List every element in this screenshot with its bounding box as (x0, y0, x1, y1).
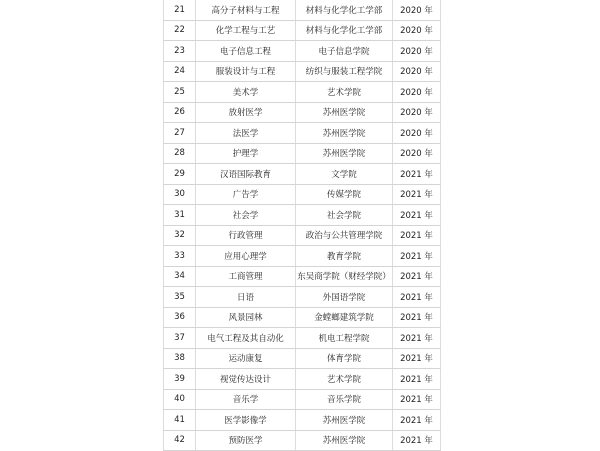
row-number-cell: 25 (164, 82, 196, 103)
table-row (164, 184, 441, 205)
major-cell: 电气工程及其自动化 (196, 328, 296, 349)
table-row (164, 410, 441, 431)
college-cell: 苏州医学院 (296, 123, 393, 144)
year-cell: 2021 年 (393, 389, 441, 410)
table-row (164, 266, 441, 287)
row-number-cell: 39 (164, 369, 196, 390)
major-cell: 行政管理 (196, 225, 296, 246)
major-cell: 化学工程与工艺 (196, 20, 296, 41)
table-row (164, 123, 441, 144)
table-row (164, 307, 441, 328)
college-cell: 材料与化学化工学部 (296, 0, 393, 20)
college-cell: 苏州医学院 (296, 102, 393, 123)
college-cell: 金螳螂建筑学院 (296, 307, 393, 328)
table-row (164, 328, 441, 349)
college-cell: 苏州医学院 (296, 410, 393, 431)
major-cell: 音乐学 (196, 389, 296, 410)
major-cell: 护理学 (196, 143, 296, 164)
college-cell: 材料与化学化工学部 (296, 20, 393, 41)
major-cell: 运动康复 (196, 348, 296, 369)
year-cell: 2021 年 (393, 287, 441, 308)
table-row (164, 430, 441, 451)
row-number-cell: 38 (164, 348, 196, 369)
row-number-cell: 26 (164, 102, 196, 123)
table-row (164, 143, 441, 164)
college-cell: 艺术学院 (296, 82, 393, 103)
majors-table (163, 0, 441, 451)
table-row (164, 205, 441, 226)
row-number-cell: 30 (164, 184, 196, 205)
year-cell: 2021 年 (393, 307, 441, 328)
year-cell: 2021 年 (393, 348, 441, 369)
major-cell: 医学影像学 (196, 410, 296, 431)
row-number-cell: 29 (164, 164, 196, 185)
major-cell: 预防医学 (196, 430, 296, 451)
table-row (164, 164, 441, 185)
row-number-cell: 42 (164, 430, 196, 451)
major-cell: 社会学 (196, 205, 296, 226)
major-cell: 广告学 (196, 184, 296, 205)
college-cell: 东吴商学院（财经学院） (296, 266, 393, 287)
year-cell: 2021 年 (393, 184, 441, 205)
row-number-cell: 28 (164, 143, 196, 164)
row-number-cell: 41 (164, 410, 196, 431)
major-cell: 应用心理学 (196, 246, 296, 267)
year-cell: 2020 年 (393, 123, 441, 144)
table-row (164, 246, 441, 267)
table-row (164, 82, 441, 103)
college-cell: 外国语学院 (296, 287, 393, 308)
major-cell: 美术学 (196, 82, 296, 103)
major-cell: 服装设计与工程 (196, 61, 296, 82)
row-number-cell: 35 (164, 287, 196, 308)
college-cell: 政治与公共管理学院 (296, 225, 393, 246)
year-cell: 2021 年 (393, 205, 441, 226)
major-cell: 高分子材料与工程 (196, 0, 296, 20)
college-cell: 纺织与服装工程学院 (296, 61, 393, 82)
college-cell: 电子信息学院 (296, 41, 393, 62)
year-cell: 2020 年 (393, 0, 441, 20)
row-number-cell: 23 (164, 41, 196, 62)
table-row (164, 389, 441, 410)
table-row (164, 61, 441, 82)
row-number-cell: 32 (164, 225, 196, 246)
row-number-cell: 24 (164, 61, 196, 82)
row-number-cell: 22 (164, 20, 196, 41)
table-row (164, 287, 441, 308)
table-row (164, 20, 441, 41)
year-cell: 2021 年 (393, 225, 441, 246)
row-number-cell: 37 (164, 328, 196, 349)
major-cell: 电子信息工程 (196, 41, 296, 62)
row-number-cell: 27 (164, 123, 196, 144)
major-cell: 日语 (196, 287, 296, 308)
year-cell: 2021 年 (393, 266, 441, 287)
row-number-cell: 31 (164, 205, 196, 226)
year-cell: 2020 年 (393, 102, 441, 123)
year-cell: 2021 年 (393, 246, 441, 267)
year-cell: 2021 年 (393, 410, 441, 431)
year-cell: 2020 年 (393, 143, 441, 164)
table-row (164, 41, 441, 62)
college-cell: 教育学院 (296, 246, 393, 267)
year-cell: 2020 年 (393, 82, 441, 103)
row-number-cell: 33 (164, 246, 196, 267)
college-cell: 苏州医学院 (296, 430, 393, 451)
year-cell: 2020 年 (393, 41, 441, 62)
year-cell: 2021 年 (393, 164, 441, 185)
college-cell: 音乐学院 (296, 389, 393, 410)
college-cell: 苏州医学院 (296, 143, 393, 164)
table-body (164, 0, 441, 451)
major-cell: 法医学 (196, 123, 296, 144)
table-row (164, 102, 441, 123)
table-row (164, 225, 441, 246)
document-page (163, 0, 440, 447)
row-number-cell: 34 (164, 266, 196, 287)
major-cell: 视觉传达设计 (196, 369, 296, 390)
major-cell: 汉语国际教育 (196, 164, 296, 185)
row-number-cell: 36 (164, 307, 196, 328)
college-cell: 文学院 (296, 164, 393, 185)
table-row (164, 0, 441, 20)
row-number-cell: 21 (164, 0, 196, 20)
year-cell: 2021 年 (393, 369, 441, 390)
year-cell: 2020 年 (393, 61, 441, 82)
row-number-cell: 40 (164, 389, 196, 410)
college-cell: 艺术学院 (296, 369, 393, 390)
college-cell: 传媒学院 (296, 184, 393, 205)
table-row (164, 348, 441, 369)
major-cell: 工商管理 (196, 266, 296, 287)
college-cell: 社会学院 (296, 205, 393, 226)
major-cell: 放射医学 (196, 102, 296, 123)
college-cell: 体育学院 (296, 348, 393, 369)
college-cell: 机电工程学院 (296, 328, 393, 349)
year-cell: 2021 年 (393, 430, 441, 451)
table-row (164, 369, 441, 390)
major-cell: 风景园林 (196, 307, 296, 328)
year-cell: 2021 年 (393, 328, 441, 349)
year-cell: 2020 年 (393, 20, 441, 41)
